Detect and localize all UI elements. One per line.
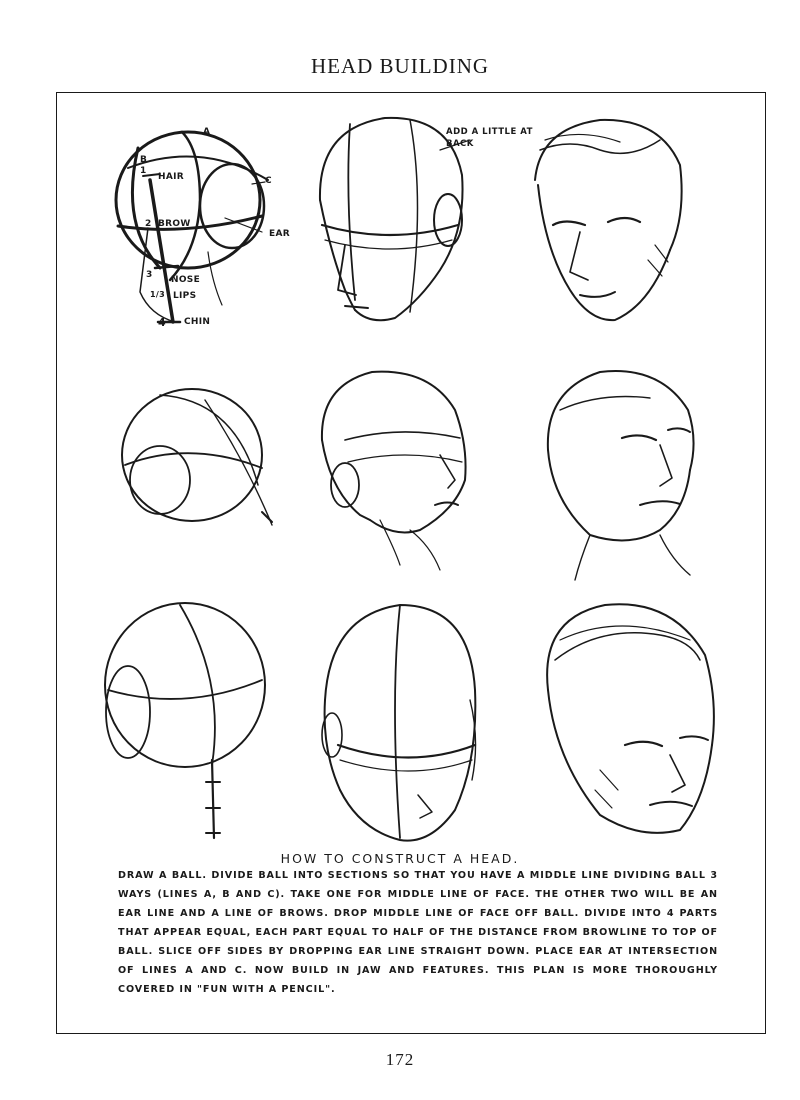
head-finished-2	[548, 371, 694, 580]
label-chin: CHIN	[184, 317, 211, 327]
label-number-4: 4	[158, 316, 166, 329]
tilted-ball	[122, 389, 272, 525]
caption-body: DRAW A BALL. DIVIDE BALL INTO SECTIONS SO THAT YOU HAVE A MIDDLE LINE DIVIDING BALL 3 WAYS (LINES A, B AND C). TAKE ONE FOR MIDDLE LINE OF FACE. THE OTHER TWO WILL BE AN EAR LINE AND A LINE OF BROWS. DROP MIDDLE LINE OF FACE OFF BALL. DIVIDE INTO 4 PARTS THAT APPEAR EQUAL, EACH PART EQUAL TO HALF OF THE DISTANCE FROM BROWLINE TO TOP OF BALL. SLICE OFF SIDES BY DROPPING EAR LINE STRAIGHT DOWN. PLACE EAR AT INTERSECTION OF LINES A AND C. NOW BUILD IN JAW AND FEATURES. THIS PLAN IS MORE THOROUGHLY COVERED IN "FUN WITH A PENCIL".	[118, 870, 718, 995]
head-sketch-2	[322, 372, 466, 570]
label-brow: BROW	[158, 219, 191, 229]
label-number-1: 1	[140, 166, 147, 176]
label-number-3: 3	[146, 270, 153, 280]
label-a: A	[203, 127, 211, 137]
label-third: 1/3	[150, 290, 165, 299]
head-finished-3	[547, 604, 714, 833]
label-hair: HAIR	[158, 172, 184, 182]
ball-with-drop-line	[105, 603, 265, 838]
label-number-2: 2	[145, 219, 152, 229]
label-lips: LIPS	[173, 291, 197, 301]
note-add-a-little-at-back: ADD A LITTLE AT BACK	[446, 127, 533, 149]
page-title: HEAD BUILDING	[310, 54, 490, 78]
label-ear: EAR	[269, 229, 290, 239]
label-nose: NOSE	[171, 275, 201, 285]
caption-title: HOW TO CONSTRUCT A HEAD.	[280, 851, 520, 866]
page-number: 172	[385, 1050, 415, 1069]
head-sketch-3	[322, 605, 476, 841]
head-finished-1	[535, 120, 682, 320]
label-b: B	[140, 155, 148, 165]
label-c: C	[265, 176, 272, 186]
